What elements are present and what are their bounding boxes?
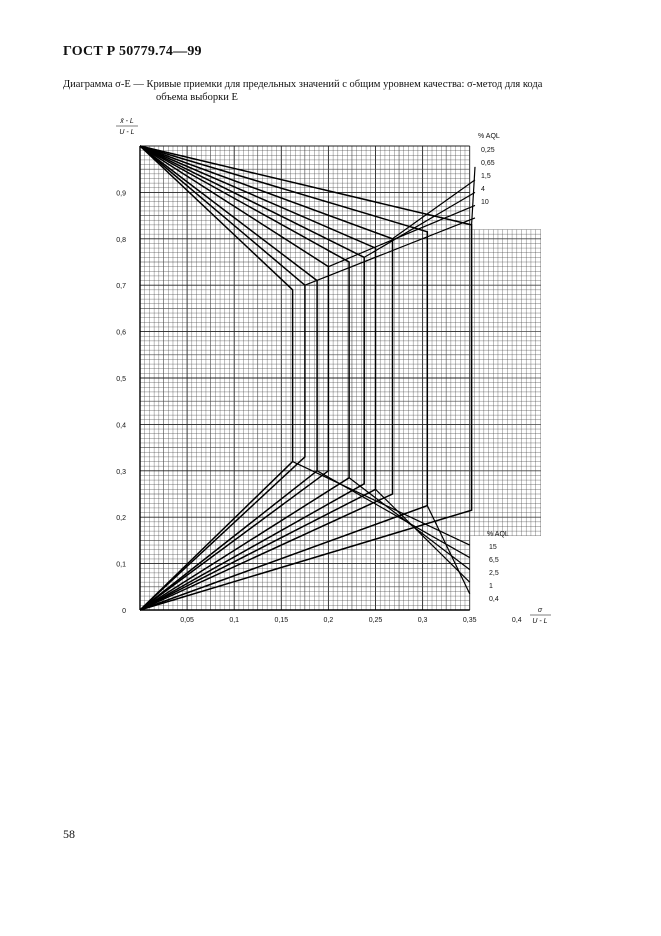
y-tick-label: 0,6 bbox=[116, 329, 126, 337]
leader-line-upper-1 bbox=[472, 167, 475, 225]
y-tick-label: 0,2 bbox=[116, 515, 126, 523]
x-tick-label: 0,05 bbox=[180, 617, 194, 624]
y-tick-label: 0,4 bbox=[116, 422, 126, 430]
y-tick-label: 0,5 bbox=[116, 376, 126, 383]
x-tick-label: 0,3 bbox=[417, 617, 428, 624]
legend-upper-title: % AQL bbox=[478, 133, 500, 140]
x-tick-label: 0,4 bbox=[511, 617, 522, 624]
x-tick-label: 0,15 bbox=[274, 617, 289, 624]
y-tick-label: 0,7 bbox=[116, 283, 126, 291]
x-tick-label: 0,25 bbox=[368, 617, 383, 624]
page-number: 58 bbox=[63, 827, 75, 841]
caption-line-1: Диаграмма σ-Е — Кривые приемки для предельных значений с общим уровнем качества: σ-метод для кода bbox=[63, 79, 543, 90]
x-tick-label: 0,35 bbox=[462, 617, 477, 624]
y-tick-label: 0 bbox=[122, 608, 126, 615]
legend-upper-entry: 1,5 bbox=[481, 173, 491, 180]
leader-line-lower-2 bbox=[317, 471, 470, 558]
x-label-denominator: U - L bbox=[532, 618, 548, 625]
legend-upper-entry: 4 bbox=[481, 186, 485, 193]
legend-upper-entry: 0,65 bbox=[481, 160, 495, 167]
chart-axis-labels bbox=[116, 118, 551, 625]
document-header: ГОСТ Р 50779.74—99 bbox=[63, 44, 202, 59]
y-label-denominator: U - L bbox=[119, 129, 135, 136]
y-tick-label: 0,1 bbox=[116, 561, 126, 569]
x-tick-label: 0,1 bbox=[229, 617, 240, 624]
caption-line-2: объема выборки Е bbox=[156, 92, 238, 103]
legend-lower-entry: 2,5 bbox=[489, 570, 499, 577]
legend-lower-entry: 0,4 bbox=[489, 596, 499, 603]
legend-lower-entry: 15 bbox=[489, 544, 497, 551]
x-tick-label: 0,2 bbox=[323, 617, 334, 624]
y-label-numerator: x̄ - L bbox=[120, 118, 134, 125]
x-label-numerator: σ bbox=[537, 607, 543, 614]
y-tick-label: 0,8 bbox=[116, 236, 126, 244]
legend-lower-entry: 1 bbox=[489, 583, 493, 590]
y-tick-label: 0,9 bbox=[116, 190, 126, 198]
legend-upper-entry: 0,25 bbox=[481, 147, 495, 154]
legend-lower-entry: 6,5 bbox=[489, 557, 499, 564]
legend-lower-title: % AQL bbox=[487, 531, 509, 538]
chart-grid bbox=[140, 146, 541, 610]
y-tick-label: 0,3 bbox=[116, 468, 126, 476]
chart-legends bbox=[478, 133, 509, 603]
legend-upper-entry: 10 bbox=[481, 199, 489, 206]
